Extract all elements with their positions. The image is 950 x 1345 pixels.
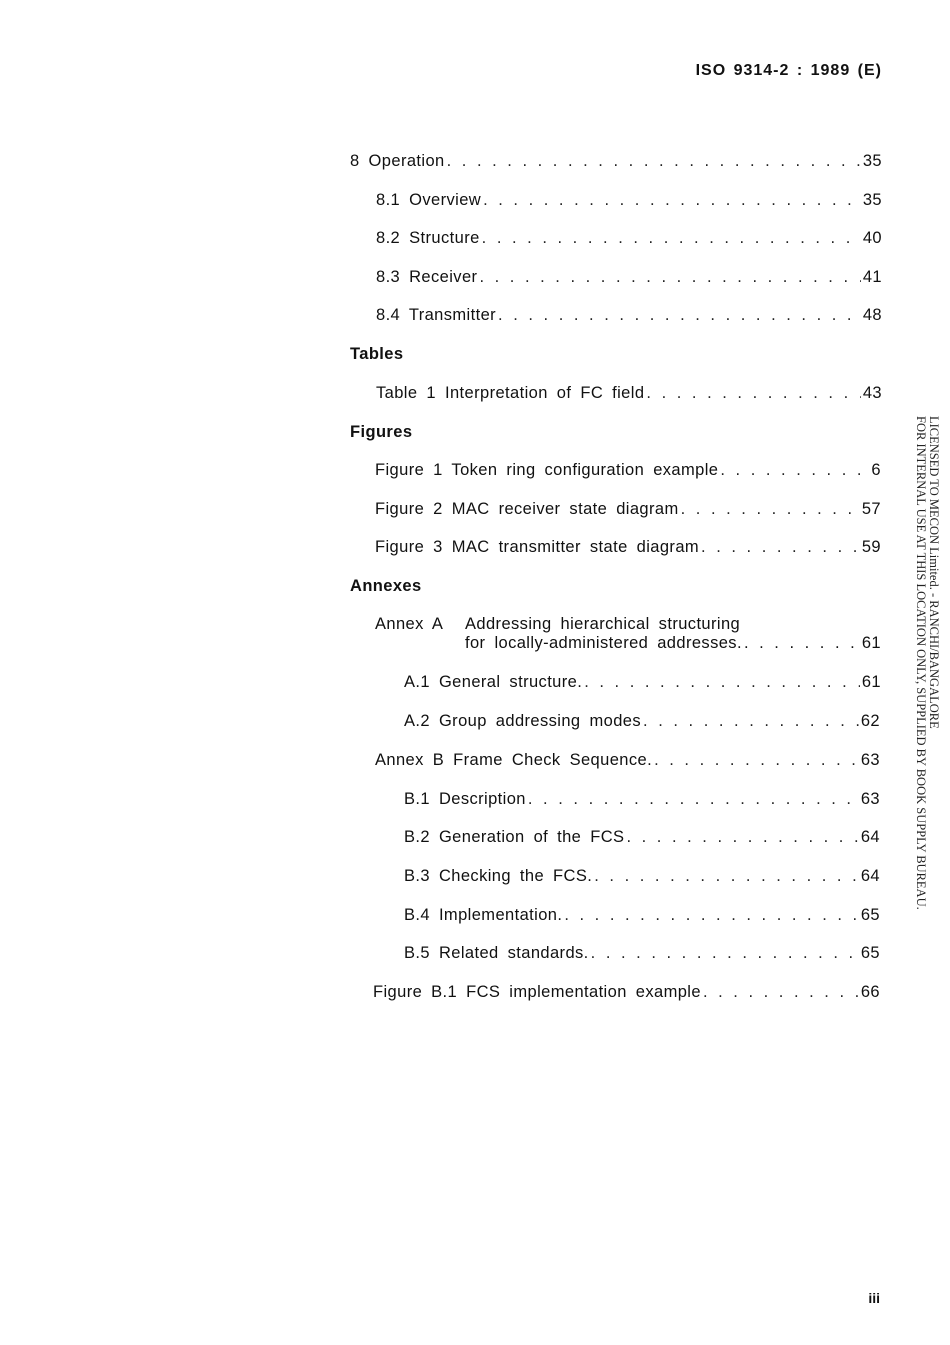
- toc-entry-operation[interactable]: [350, 152, 882, 171]
- toc-entry-page: 65: [860, 906, 880, 924]
- toc-entry-a2[interactable]: [404, 712, 880, 731]
- toc-entry-page: 64: [860, 867, 880, 885]
- dot-leader: [703, 983, 859, 1002]
- dot-leader: [646, 384, 860, 403]
- toc-entry-table-1[interactable]: [376, 384, 882, 403]
- dot-leader: [591, 944, 859, 963]
- license-watermark: [914, 416, 940, 910]
- dot-leader: [654, 751, 859, 770]
- dot-leader: [482, 229, 861, 248]
- toc-entry-overview[interactable]: [376, 191, 882, 210]
- toc-entry-label: B.4 Implementation.: [404, 906, 563, 924]
- toc-entry-page: 65: [860, 944, 880, 962]
- toc-entry-page: 43: [862, 384, 882, 402]
- toc-entry-page: 66: [860, 983, 880, 1001]
- toc-entry-label: Figure 1 Token ring configuration example: [375, 461, 719, 479]
- toc-entry-label: 8.2 Structure: [376, 229, 480, 247]
- toc-entry-page: 35: [862, 152, 882, 170]
- toc-entry-annex-a[interactable]: [375, 615, 881, 655]
- toc-entry-label: A.2 Group addressing modes: [404, 712, 642, 730]
- toc-entry-page: 64: [860, 828, 880, 846]
- dot-leader: [584, 673, 860, 692]
- toc-entry-receiver[interactable]: [376, 268, 882, 287]
- toc-entry-annex-b[interactable]: [375, 751, 880, 770]
- toc-entry-page: 35: [862, 191, 882, 209]
- dot-leader: [643, 712, 859, 731]
- toc-entry-label: B.2 Generation of the FCS: [404, 828, 625, 846]
- toc-entry-transmitter[interactable]: [376, 306, 882, 325]
- dot-leader: [447, 152, 861, 171]
- toc-entry-label: Table 1 Interpretation of FC field: [376, 384, 645, 402]
- toc-entry-page: 62: [860, 712, 880, 730]
- toc-entry-figure-3[interactable]: [375, 538, 881, 557]
- toc-entry-b4[interactable]: [404, 906, 880, 925]
- page-number: iii: [868, 1290, 880, 1306]
- toc-entry-page: 59: [861, 538, 881, 556]
- toc-entry-structure[interactable]: [376, 229, 882, 248]
- toc-entry-b2[interactable]: [404, 828, 880, 847]
- document-header: ISO 9314-2 : 1989 (E): [695, 62, 882, 79]
- toc-entry-label: 8 Operation: [350, 152, 445, 170]
- toc-entry-b3[interactable]: [404, 867, 880, 886]
- section-heading-figures: Figures: [350, 423, 413, 441]
- toc-entry-figure-1[interactable]: [375, 461, 881, 480]
- toc-entry-page: 61: [861, 673, 881, 691]
- toc-entry-label-line1: [375, 615, 740, 634]
- annex-title-line2: for locally-administered addresses.: [465, 634, 742, 652]
- toc-entry-page: 63: [860, 790, 880, 808]
- license-line-1: LICENSED TO MECON Limited. - RANCHI/BANGALORE: [927, 416, 941, 729]
- toc-entry-label: Annex B Frame Check Sequence.: [375, 751, 653, 769]
- toc-entry-label-line2: [465, 634, 881, 653]
- dot-leader: [626, 828, 858, 847]
- toc-entry-figure-2[interactable]: [375, 500, 881, 519]
- dot-leader: [479, 268, 860, 287]
- section-heading-tables: Tables: [350, 345, 404, 363]
- dot-leader: [594, 867, 859, 886]
- toc-entry-page: 61: [861, 634, 881, 652]
- toc-entry-label: 8.3 Receiver: [376, 268, 478, 286]
- toc-entry-b1[interactable]: [404, 790, 880, 809]
- dot-leader: [498, 306, 861, 325]
- toc-entry-page: 48: [862, 306, 882, 324]
- toc-entry-label: Figure B.1 FCS implementation example: [373, 983, 701, 1001]
- toc-entry-a1[interactable]: [404, 673, 881, 692]
- dot-leader: [720, 461, 869, 480]
- toc-entry-page: 63: [860, 751, 880, 769]
- dot-leader: [701, 538, 860, 557]
- toc-entry-figure-b1[interactable]: [373, 983, 880, 1002]
- toc-entry-page: 57: [861, 500, 881, 518]
- annex-id: Annex A: [375, 615, 444, 633]
- dot-leader: [564, 906, 859, 925]
- section-heading-annexes: Annexes: [350, 577, 422, 595]
- dot-leader: [483, 191, 861, 210]
- license-line-2: FOR INTERNAL USE AT THIS LOCATION ONLY, SUPPLIED BY BOOK SUPPLY BUREAU.: [914, 416, 928, 910]
- toc-entry-label: Figure 2 MAC receiver state diagram: [375, 500, 679, 518]
- toc-entry-label: B.3 Checking the FCS.: [404, 867, 593, 885]
- dot-leader: [681, 500, 860, 519]
- toc-entry-label: B.1 Description: [404, 790, 526, 808]
- toc-entry-label: 8.1 Overview: [376, 191, 482, 209]
- toc-entry-page: 6: [871, 461, 881, 479]
- toc-entry-label: Figure 3 MAC transmitter state diagram: [375, 538, 700, 556]
- toc-entry-label: B.5 Related standards.: [404, 944, 589, 962]
- toc-entry-page: 41: [862, 268, 882, 286]
- toc-entry-label: A.1 General structure.: [404, 673, 583, 691]
- dot-leader: [528, 790, 859, 809]
- toc-entry-label: 8.4 Transmitter: [376, 306, 497, 324]
- toc-entry-b5[interactable]: [404, 944, 880, 963]
- dot-leader: [744, 634, 860, 653]
- annex-title-line1: Addressing hierarchical structuring: [465, 615, 741, 633]
- toc-entry-page: 40: [862, 229, 882, 247]
